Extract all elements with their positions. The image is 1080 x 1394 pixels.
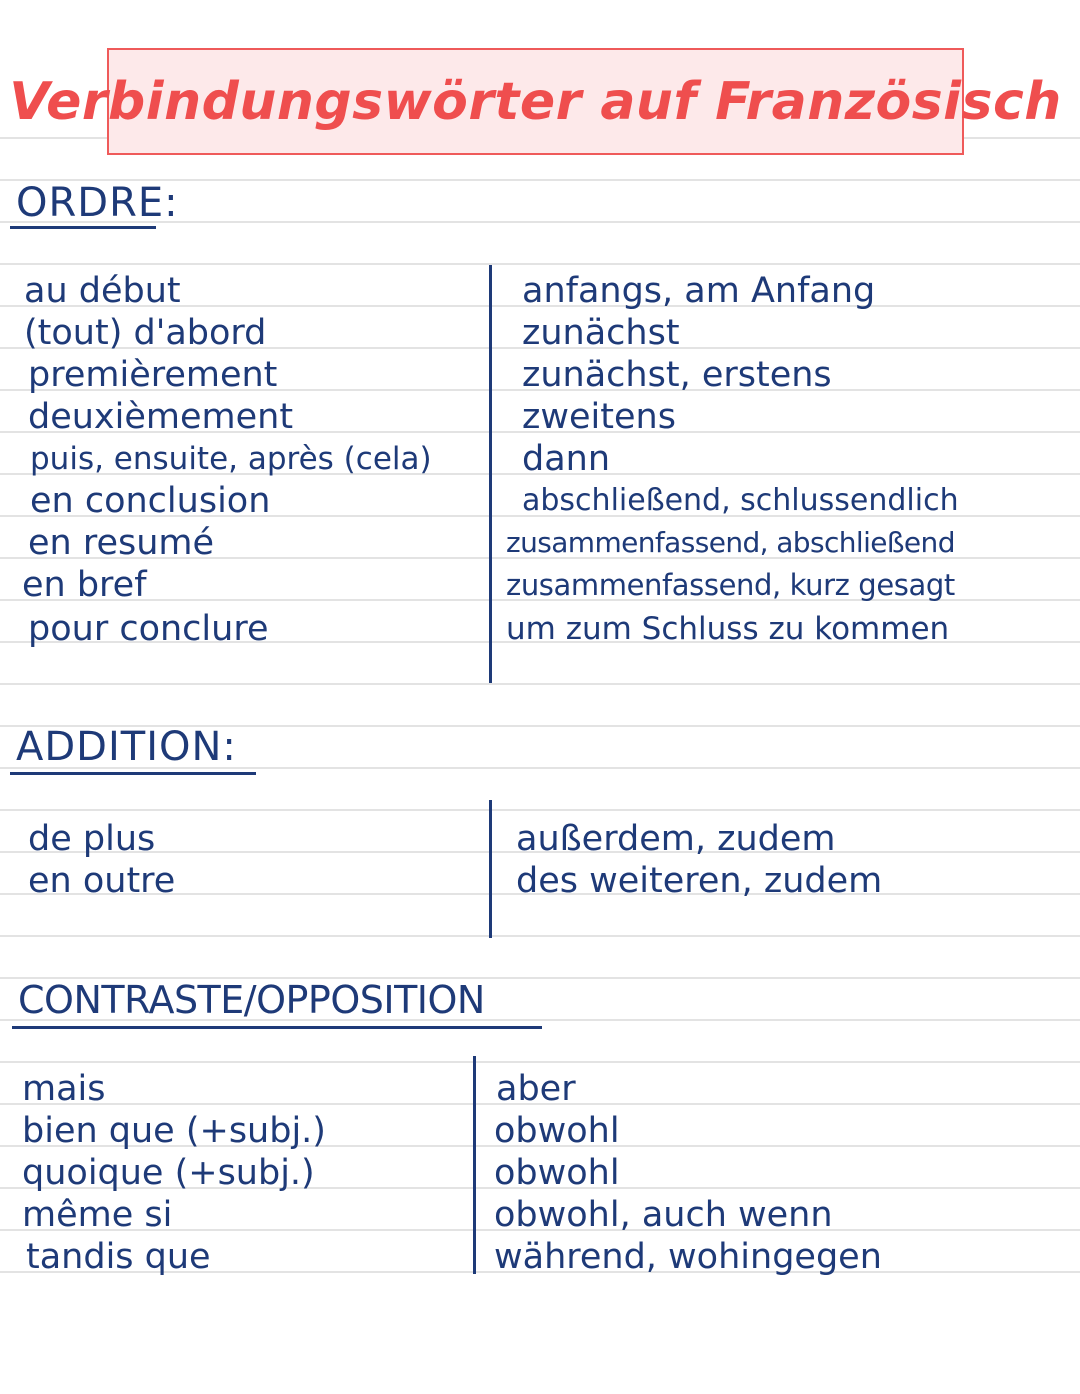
term-de: um zum Schluss zu kommen: [506, 611, 950, 647]
term-de: zweitens: [522, 397, 676, 437]
term-de: obwohl: [494, 1111, 620, 1151]
term-de: zusammenfassend, abschließend: [506, 526, 955, 559]
page-title: Verbindungswörter auf Französisch: [9, 71, 1062, 132]
column-divider: [489, 800, 492, 938]
term-de: außerdem, zudem: [516, 819, 836, 859]
term-de: obwohl, auch wenn: [494, 1195, 833, 1235]
term-fr: en bref: [22, 565, 147, 605]
ruled-line: [0, 1061, 1080, 1063]
term-de: zusammenfassend, kurz gesagt: [506, 568, 955, 602]
term-fr: deuxièmement: [28, 397, 294, 437]
column-divider: [473, 1056, 476, 1274]
section-heading: ORDRE:: [16, 180, 179, 226]
term-de: obwohl: [494, 1153, 620, 1193]
term-de: abschließend, schlussendlich: [522, 483, 959, 518]
ruled-line: [0, 935, 1080, 937]
term-de: anfangs, am Anfang: [522, 271, 876, 311]
ruled-line: [0, 263, 1080, 265]
term-fr: de plus: [28, 819, 156, 859]
term-fr: tandis que: [26, 1237, 211, 1277]
term-fr: en resumé: [28, 523, 215, 563]
term-de: dann: [522, 439, 611, 479]
term-fr: mais: [22, 1069, 106, 1109]
term-fr: quoique (+subj.): [22, 1153, 315, 1193]
section-heading: CONTRASTE/OPPOSITION: [18, 978, 485, 1022]
term-fr: même si: [22, 1195, 173, 1235]
column-divider: [489, 265, 492, 683]
ruled-line: [0, 809, 1080, 811]
term-fr: au début: [24, 271, 181, 311]
term-de: während, wohingegen: [494, 1237, 882, 1277]
term-de: zunächst, erstens: [522, 355, 832, 395]
term-de: zunächst: [522, 313, 680, 353]
term-fr: en outre: [28, 861, 176, 901]
heading-underline: [10, 772, 256, 775]
term-fr: puis, ensuite, après (cela): [30, 441, 432, 477]
term-fr: premièrement: [28, 355, 278, 395]
term-fr: bien que (+subj.): [22, 1111, 326, 1151]
title-box: [9, 48, 1062, 155]
section-heading: ADDITION:: [16, 724, 237, 770]
term-fr: en conclusion: [30, 481, 271, 521]
ruled-line: [0, 683, 1080, 685]
term-fr: pour conclure: [28, 609, 269, 649]
term-fr: (tout) d'abord: [24, 313, 267, 353]
term-de: des weiteren, zudem: [516, 861, 883, 901]
heading-underline: [12, 1026, 542, 1029]
term-de: aber: [496, 1069, 576, 1109]
heading-underline: [10, 226, 156, 229]
